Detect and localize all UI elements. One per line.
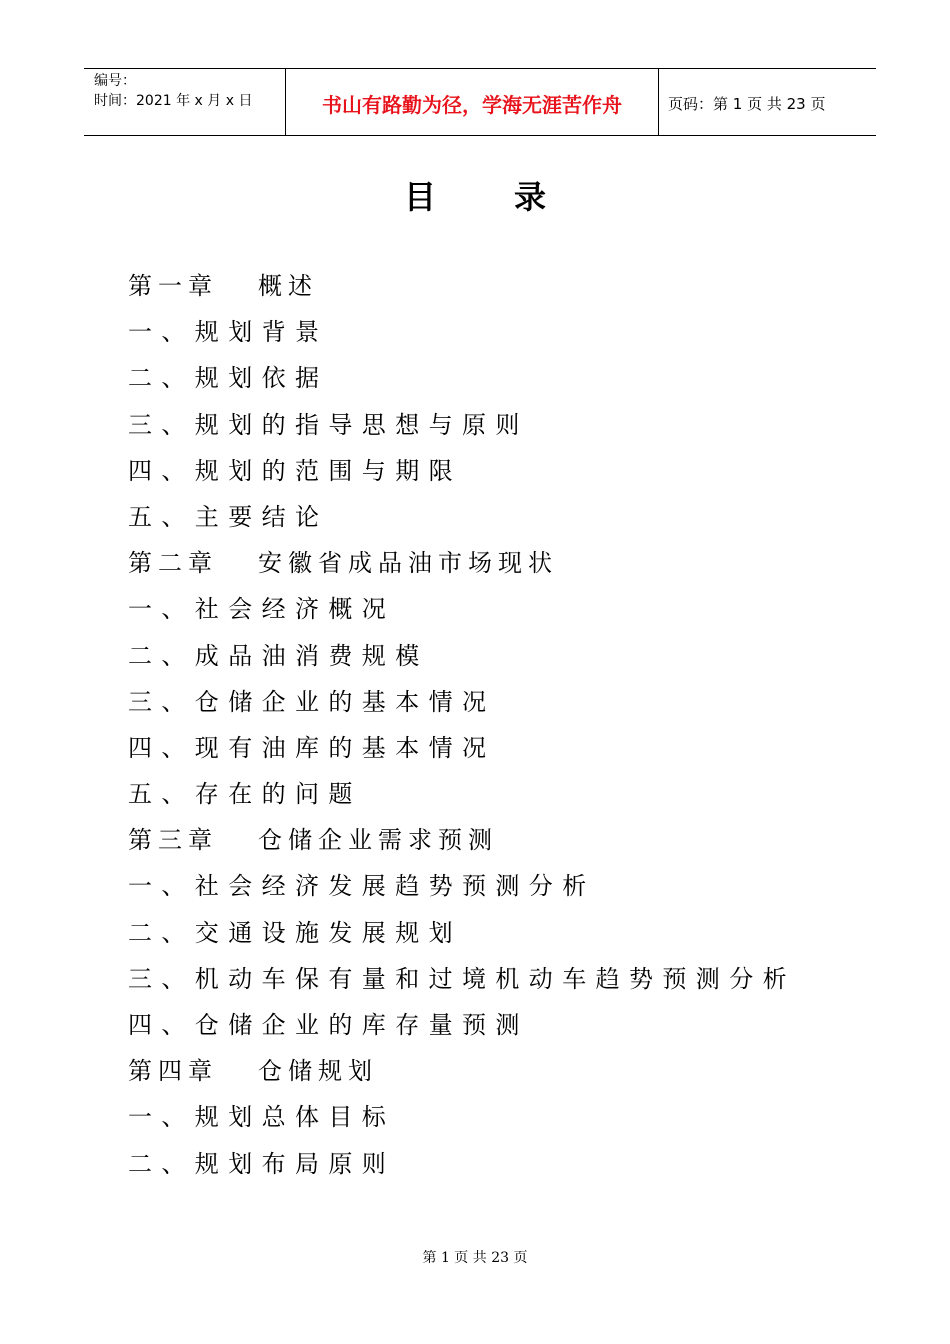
header-meta: [94, 71, 252, 111]
toc-section: 二、规划布局原则: [128, 1149, 396, 1178]
chapter-title: 安徽省成品油市场现状: [258, 549, 558, 578]
toc-section: 一、规划背景: [128, 318, 329, 347]
toc-section: 一、社会经济发展趋势预测分析: [128, 872, 596, 901]
chapter-title: 仓储规划: [258, 1057, 378, 1086]
chapter-number: 第一章: [128, 272, 218, 300]
time-label: 时间：2021 年 x 月 x 日: [94, 93, 253, 109]
toc-section: 三、机动车保有量和过境机动车趋势预测分析: [128, 964, 796, 993]
toc-chapter: [128, 1048, 918, 1094]
toc-section: 二、规划依据: [128, 364, 329, 393]
toc-section: 四、规划的范围与期限: [128, 456, 462, 485]
toc-section: 二、交通设施发展规划: [128, 918, 462, 947]
header-motto: 书山有路勤为径，学海无涯苦作舟: [322, 93, 622, 117]
toc-section: 三、仓储企业的基本情况: [128, 687, 496, 716]
toc-section: 五、主要结论: [128, 502, 329, 531]
document-title: 目录: [403, 178, 624, 216]
toc-chapter: [128, 263, 918, 309]
table-of-contents: [128, 263, 918, 1187]
chapter-number: 第三章: [128, 826, 218, 855]
number-label: 编号：: [94, 73, 136, 89]
toc-section: 四、仓储企业的库存量预测: [128, 1011, 529, 1039]
toc-section: 一、社会经济概况: [128, 595, 396, 624]
chapter-title: 仓储企业需求预测: [258, 826, 498, 855]
toc-section: 四、现有油库的基本情况: [128, 733, 496, 762]
toc-section: 五、存在的问题: [128, 780, 362, 809]
chapter-number: 第二章: [128, 549, 218, 578]
toc-section: 一、规划总体目标: [128, 1103, 396, 1132]
toc-section: 二、成品油消费规模: [128, 641, 429, 670]
header-divider: [658, 69, 659, 135]
chapter-number: 第四章: [128, 1057, 218, 1086]
header-page-label: 页码：第 1 页 共 23 页: [668, 95, 826, 113]
toc-chapter: [128, 540, 918, 586]
chapter-title: 概述: [258, 272, 318, 300]
page-footer: 第 1 页 共 23 页: [422, 1250, 528, 1266]
page-header: [84, 68, 876, 136]
toc-section: 三、规划的指导思想与原则: [128, 410, 529, 439]
toc-chapter: [128, 817, 918, 863]
